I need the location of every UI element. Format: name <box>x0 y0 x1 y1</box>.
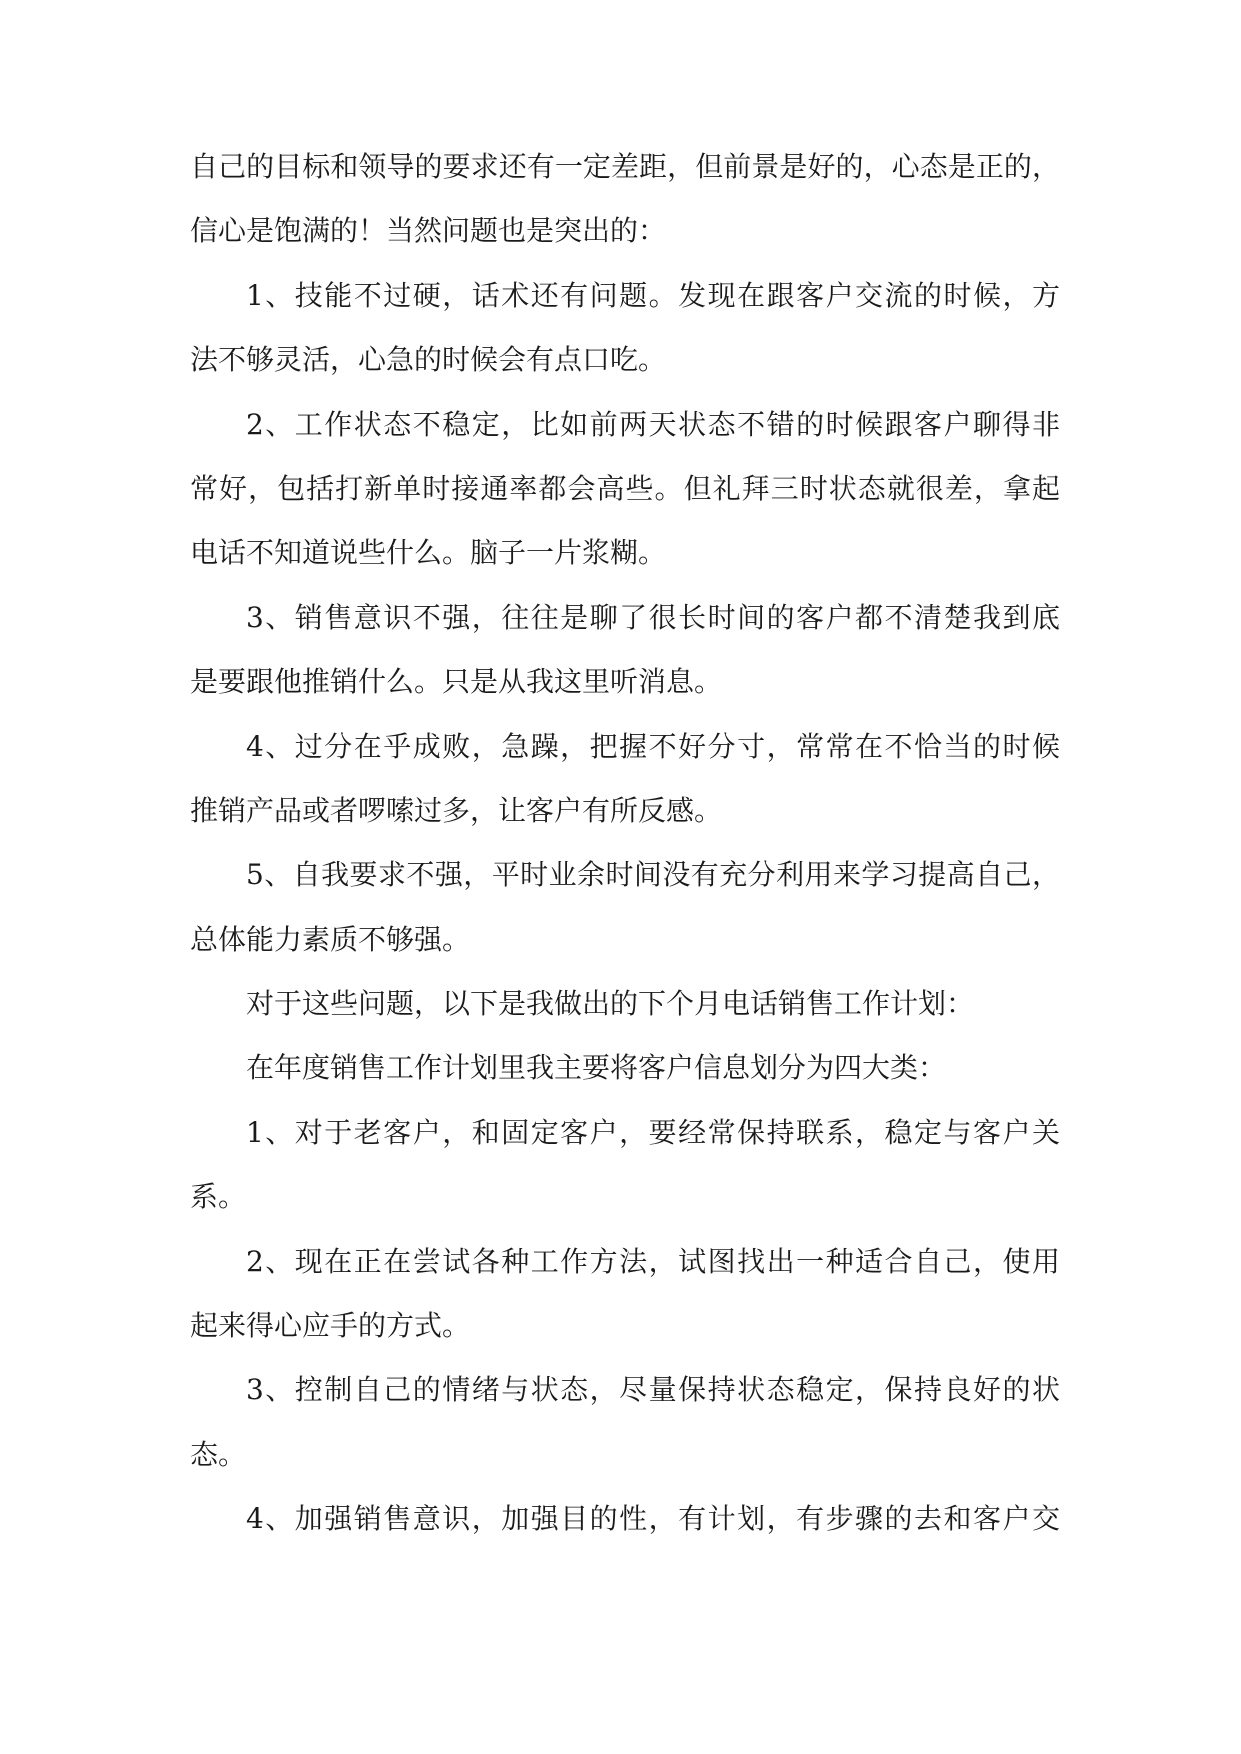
text-line: 对于这些问题，以下是我做出的下个月电话销售工作计划： <box>246 987 975 1021</box>
text-line: 电话不知道说些什么。脑子一片浆糊。 <box>190 536 667 570</box>
text-line: 1、技能不过硬，话术还有问题。发现在跟客户交流的时候，方 <box>246 278 1060 312</box>
text-line: 4、加强销售意识，加强目的性，有计划，有步骤的去和客户交 <box>246 1502 1060 1536</box>
text-line: 1、对于老客户，和固定客户，要经常保持联系，稳定与客户关 <box>246 1115 1060 1149</box>
text-line: 2、工作状态不稳定，比如前两天状态不错的时候跟客户聊得非 <box>246 407 1060 441</box>
text-line: 系。 <box>190 1180 247 1214</box>
text-line: 总体能力素质不够强。 <box>190 922 471 956</box>
text-line: 起来得心应手的方式。 <box>190 1309 471 1343</box>
text-line: 推销产品或者啰嗦过多，让客户有所反感。 <box>190 793 723 827</box>
document-body <box>190 135 1060 1552</box>
text-line: 在年度销售工作计划里我主要将客户信息划分为四大类： <box>246 1051 947 1085</box>
text-line: 2、现在正在尝试各种工作方法，试图找出一种适合自己，使用 <box>246 1244 1060 1278</box>
text-line: 4、过分在乎成败，急躁，把握不好分寸，常常在不恰当的时候 <box>246 729 1060 763</box>
text-line: 法不够灵活，心急的时候会有点口吃。 <box>190 343 667 377</box>
text-line: 常好，包括打新单时接通率都会高些。但礼拜三时状态就很差，拿起 <box>190 471 1060 505</box>
text-line: 自己的目标和领导的要求还有一定差距，但前景是好的，心态是正的， <box>190 150 1060 183</box>
text-line: 信心是饱满的！当然问题也是突出的： <box>190 214 667 248</box>
text-line: 3、销售意识不强，往往是聊了很长时间的客户都不清楚我到底 <box>246 600 1060 634</box>
text-line: 5、自我要求不强，平时业余时间没有充分利用来学习提高自己， <box>246 858 1060 892</box>
text-line: 态。 <box>190 1437 247 1471</box>
text-line: 3、控制自己的情绪与状态，尽量保持状态稳定，保持良好的状 <box>246 1373 1060 1407</box>
text-line: 是要跟他推销什么。只是从我这里听消息。 <box>190 665 723 699</box>
